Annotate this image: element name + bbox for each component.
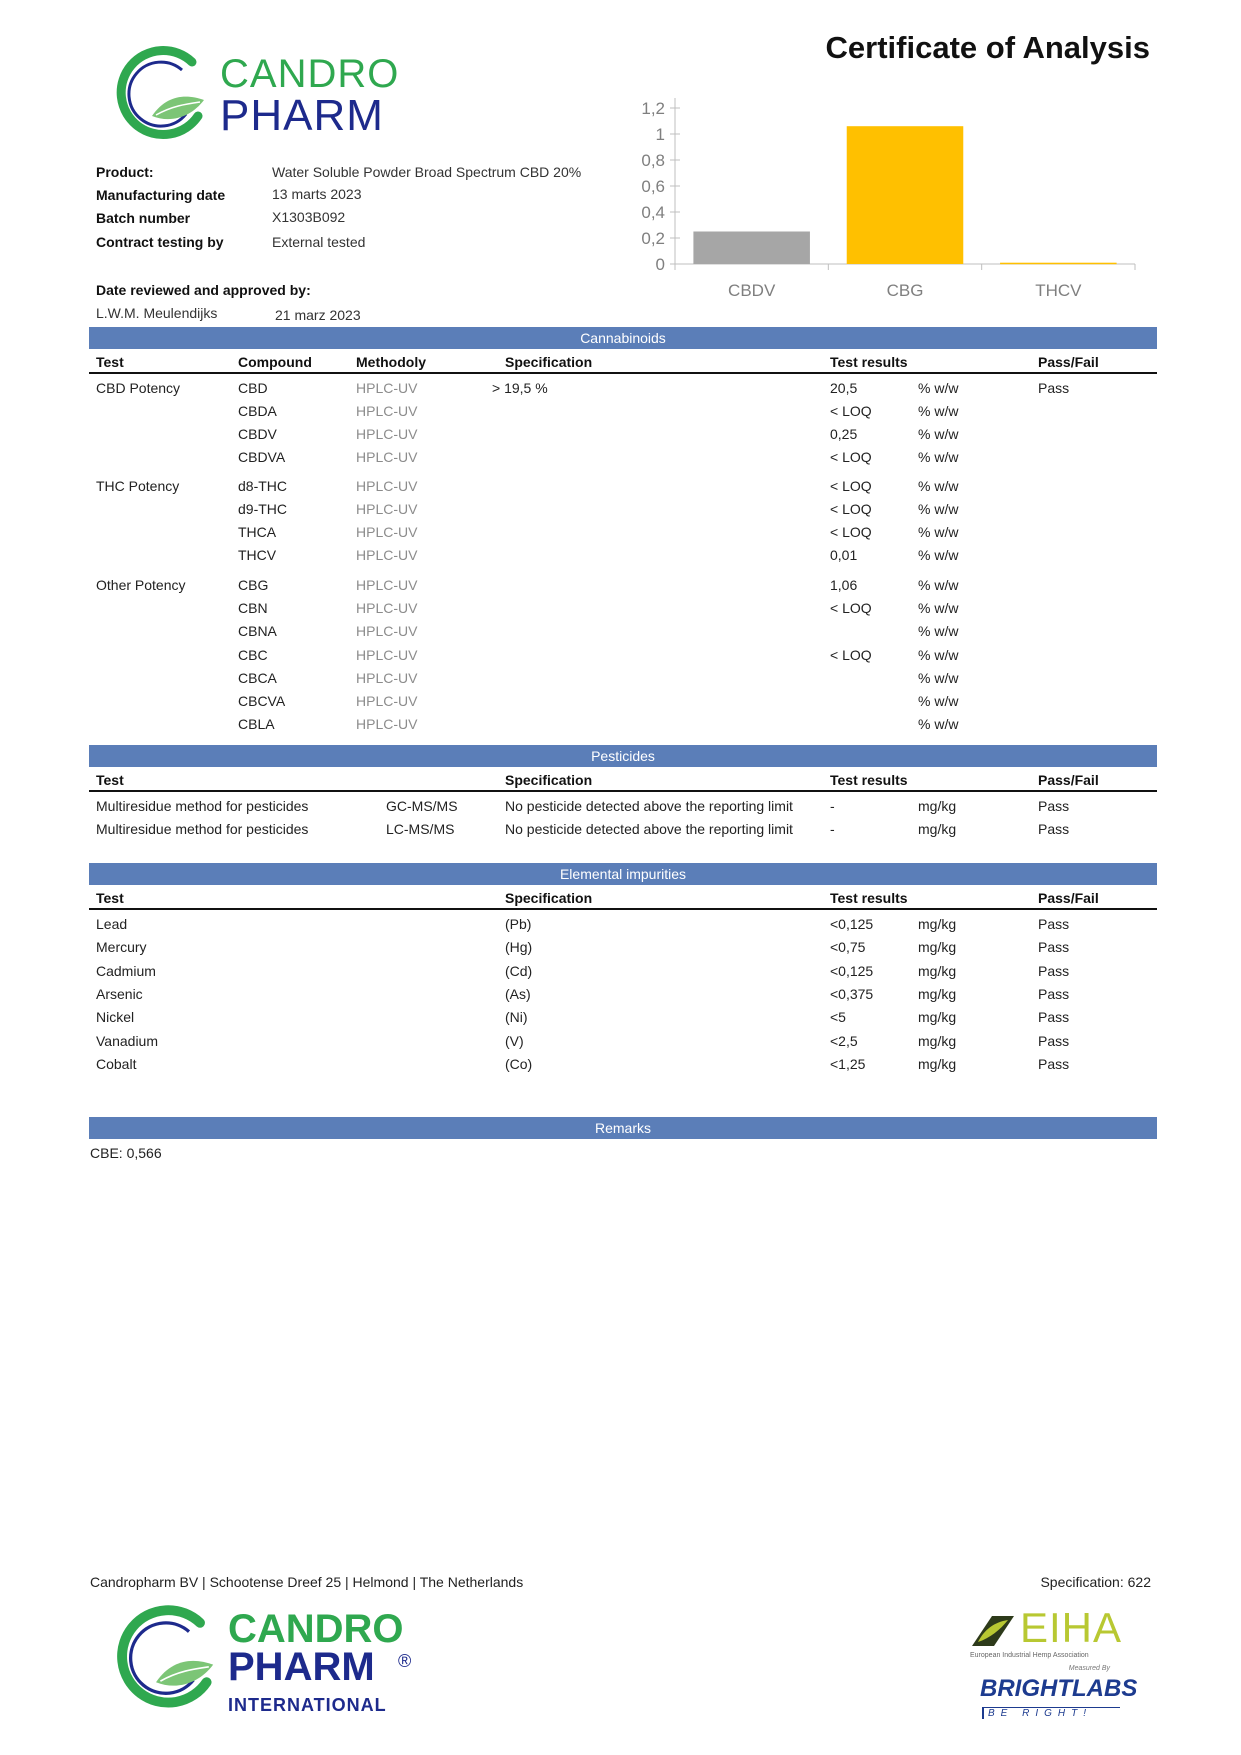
cannabinoid-compound: CBN [238,600,268,616]
elemental-header-specification: Specification [505,890,593,906]
batch-number-value: X1303B092 [272,209,346,225]
chart-y-tick-label: 0,2 [641,229,665,248]
pesticide-pass-fail: Pass [1038,798,1070,814]
product-value: Water Soluble Powder Broad Spectrum CBD 20% [272,164,582,180]
elemental-pass-fail: Pass [1038,986,1070,1002]
cannabinoid-unit: % w/w [918,426,959,442]
chart-y-tick-label: 0 [655,255,665,274]
logo-text-pharm: PHARM [220,91,384,140]
elemental-specification: (As) [505,986,531,1002]
elemental-pass-fail: Pass [1038,1033,1070,1049]
cannabinoid-specification: > 19,5 % [492,380,548,396]
chart-y-tick-label: 0,8 [641,151,665,170]
cannabinoid-unit: % w/w [918,693,959,709]
registered-mark: ® [398,1651,412,1671]
pesticides-header-pass-fail: Pass/Fail [1038,772,1099,788]
cannabinoid-test-name: THC Potency [96,478,180,494]
cannabinoid-compound: d9-THC [238,501,288,517]
logo-text-candro: CANDRO [220,52,400,96]
footer-logo-text-pharm: PHARM [228,1645,375,1689]
cannabinoid-compound: CBG [238,577,269,593]
chart-x-tick-label: CBG [886,281,924,300]
pesticides-header-rule [89,790,1157,792]
chart-bar-thcv [1000,263,1117,265]
elemental-result: <1,25 [830,1056,866,1072]
cannabinoid-method: HPLC-UV [356,403,418,419]
elemental-result: <5 [830,1009,846,1025]
pesticides-header-test-results: Test results [830,772,908,788]
cannabinoid-result: < LOQ [830,449,872,465]
cannabinoid-compound: d8-THC [238,478,288,494]
chart-y-tick-label: 1,2 [641,99,665,118]
footer-logo-text-international: INTERNATIONAL [228,1695,387,1715]
cannabinoid-test-name: CBD Potency [96,380,181,396]
cannabinoid-method: HPLC-UV [356,449,418,465]
candropharm-swirl-icon [112,44,212,144]
pesticide-result: - [830,821,835,837]
pesticide-method: LC-MS/MS [386,821,455,837]
cannabinoids-header-test-results: Test results [830,354,908,370]
pesticides-section-header: Pesticides [89,745,1157,767]
pesticide-specification: No pesticide detected above the reporting limit [505,821,793,837]
cannabinoid-compound: THCA [238,524,277,540]
brightlabs-tagline: BE RIGHT! [982,1707,1120,1719]
cannabinoid-unit: % w/w [918,380,959,396]
cannabinoids-header-compound: Compound [238,354,312,370]
cannabinoid-bar-chart [620,88,1140,308]
cannabinoids-header-pass-fail: Pass/Fail [1038,354,1099,370]
eiha-logo [970,1606,1140,1658]
cannabinoid-method: HPLC-UV [356,600,418,616]
pesticide-test-name: Multiresidue method for pesticides [96,798,309,814]
cannabinoid-method: HPLC-UV [356,524,418,540]
cannabinoid-method: HPLC-UV [356,670,418,686]
chart-x-tick-label: CBDV [728,281,776,300]
cannabinoid-compound: CBDVA [238,449,286,465]
elemental-unit: mg/kg [918,986,957,1002]
elemental-result: <0,125 [830,916,874,932]
eiha-leaf-icon [970,1612,1016,1648]
elemental-result: <0,125 [830,963,874,979]
elemental-result: <2,5 [830,1033,858,1049]
elemental-header-pass-fail: Pass/Fail [1038,890,1099,906]
elemental-result: <0,375 [830,986,874,1002]
cannabinoid-result: 20,5 [830,380,858,396]
brightlabs-logo [974,1665,1138,1723]
cannabinoid-compound: CBCVA [238,693,286,709]
elemental-specification: (Hg) [505,939,533,955]
elemental-test-name: Cadmium [96,963,156,979]
cannabinoid-compound: CBDV [238,426,277,442]
cannabinoid-unit: % w/w [918,501,959,517]
cannabinoid-unit: % w/w [918,577,959,593]
candropharm-logo [112,44,432,144]
approved-by-label: Date reviewed and approved by: [96,282,311,298]
manufacturing-date-value: 13 marts 2023 [272,186,362,202]
eiha-subtitle: European Industrial Hemp Association [970,1652,1089,1659]
cannabinoid-pass-fail: Pass [1038,380,1070,396]
cannabinoid-unit: % w/w [918,670,959,686]
elemental-pass-fail: Pass [1038,916,1070,932]
brightlabs-measured-by: Measured By [1068,1665,1110,1672]
cannabinoid-compound: CBDA [238,403,277,419]
cannabinoid-method: HPLC-UV [356,501,418,517]
document-title: Certificate of Analysis [825,30,1150,65]
eiha-text: EIHA [1020,1604,1123,1651]
cannabinoid-unit: % w/w [918,403,959,419]
elemental-test-name: Arsenic [96,986,143,1002]
approved-by-name: L.W.M. Meulendijks [96,305,218,321]
contract-testing-label: Contract testing by [96,234,224,250]
elemental-test-name: Mercury [96,939,147,955]
cannabinoid-method: HPLC-UV [356,426,418,442]
elemental-unit: mg/kg [918,1056,957,1072]
cannabinoid-compound: CBLA [238,716,275,732]
pesticides-header-specification: Specification [505,772,593,788]
elemental-specification: (Cd) [505,963,533,979]
cannabinoids-header-test: Test [96,354,124,370]
cannabinoid-result: < LOQ [830,501,872,517]
elemental-header-rule [89,908,1157,910]
cannabinoid-compound: THCV [238,547,277,563]
candropharm-swirl-icon [112,1603,222,1713]
elemental-specification: (V) [505,1033,524,1049]
elemental-pass-fail: Pass [1038,963,1070,979]
elemental-pass-fail: Pass [1038,939,1070,955]
elemental-pass-fail: Pass [1038,1056,1070,1072]
cannabinoid-result: < LOQ [830,524,872,540]
chart-y-tick-label: 0,4 [641,203,665,222]
remarks-text: CBE: 0,566 [90,1145,162,1161]
chart-bar-cbdv [693,232,810,265]
cannabinoids-header-specification: Specification [505,354,593,370]
approved-date: 21 marz 2023 [275,307,361,323]
pesticide-unit: mg/kg [918,798,957,814]
cannabinoid-unit: % w/w [918,600,959,616]
cannabinoid-unit: % w/w [918,547,959,563]
manufacturing-date-label: Manufacturing date [96,187,226,203]
candropharm-international-logo [112,1603,442,1723]
elemental-unit: mg/kg [918,1009,957,1025]
elemental-pass-fail: Pass [1038,1009,1070,1025]
cannabinoid-result: 0,25 [830,426,858,442]
elemental-specification: (Co) [505,1056,533,1072]
cannabinoid-compound: CBC [238,647,268,663]
elemental-test-name: Vanadium [96,1033,159,1049]
elemental-unit: mg/kg [918,1033,957,1049]
cannabinoid-result: 1,06 [830,577,858,593]
cannabinoid-method: HPLC-UV [356,716,418,732]
elemental-unit: mg/kg [918,963,957,979]
cannabinoid-method: HPLC-UV [356,547,418,563]
pesticide-specification: No pesticide detected above the reporting limit [505,798,793,814]
cannabinoid-unit: % w/w [918,449,959,465]
footer-address: Candropharm BV | Schootense Dreef 25 | Helmond | The Netherlands [90,1574,524,1590]
cannabinoid-result: < LOQ [830,600,872,616]
elemental-test-name: Nickel [96,1009,135,1025]
cannabinoid-compound: CBCA [238,670,277,686]
elemental-header-test-results: Test results [830,890,908,906]
cannabinoid-result: < LOQ [830,403,872,419]
cannabinoid-unit: % w/w [918,478,959,494]
elemental-unit: mg/kg [918,916,957,932]
contract-testing-value: External tested [272,234,366,250]
cannabinoid-method: HPLC-UV [356,693,418,709]
pesticide-unit: mg/kg [918,821,957,837]
cannabinoid-test-name: Other Potency [96,577,186,593]
cannabinoids-header-method: Methodoly [356,354,426,370]
footer-logo-text-candro: CANDRO [228,1607,404,1651]
cannabinoid-method: HPLC-UV [356,380,418,396]
elemental-unit: mg/kg [918,939,957,955]
cannabinoid-unit: % w/w [918,647,959,663]
batch-number-label: Batch number [96,210,191,226]
chart-x-tick-label: THCV [1035,281,1082,300]
remarks-section-header: Remarks [89,1117,1157,1139]
cannabinoid-unit: % w/w [918,716,959,732]
product-label: Product: [96,164,154,180]
cannabinoid-compound: CBNA [238,623,277,639]
cannabinoid-method: HPLC-UV [356,623,418,639]
cannabinoid-method: HPLC-UV [356,577,418,593]
elemental-test-name: Cobalt [96,1056,137,1072]
cannabinoids-header-rule [89,372,1157,374]
elemental-test-name: Lead [96,916,128,932]
chart-y-tick-label: 1 [655,125,665,144]
elemental-specification: (Pb) [505,916,532,932]
pesticides-header-test: Test [96,772,124,788]
pesticide-method: GC-MS/MS [386,798,458,814]
cannabinoid-compound: CBD [238,380,268,396]
cannabinoids-section-header: Cannabinoids [89,327,1157,349]
elemental-result: <0,75 [830,939,866,955]
footer-specification: Specification: 622 [1040,1574,1151,1590]
cannabinoid-result: 0,01 [830,547,858,563]
pesticide-pass-fail: Pass [1038,821,1070,837]
cannabinoid-result: < LOQ [830,647,872,663]
elemental-section-header: Elemental impurities [89,863,1157,885]
elemental-specification: (Ni) [505,1009,528,1025]
brightlabs-name: BRIGHTLABS [980,1675,1138,1702]
cannabinoid-unit: % w/w [918,623,959,639]
chart-bar-cbg [847,126,964,264]
chart-y-tick-label: 0,6 [641,177,665,196]
pesticide-result: - [830,798,835,814]
cannabinoid-unit: % w/w [918,524,959,540]
cannabinoid-result: < LOQ [830,478,872,494]
cannabinoid-method: HPLC-UV [356,647,418,663]
cannabinoid-method: HPLC-UV [356,478,418,494]
elemental-header-test: Test [96,890,124,906]
pesticide-test-name: Multiresidue method for pesticides [96,821,309,837]
